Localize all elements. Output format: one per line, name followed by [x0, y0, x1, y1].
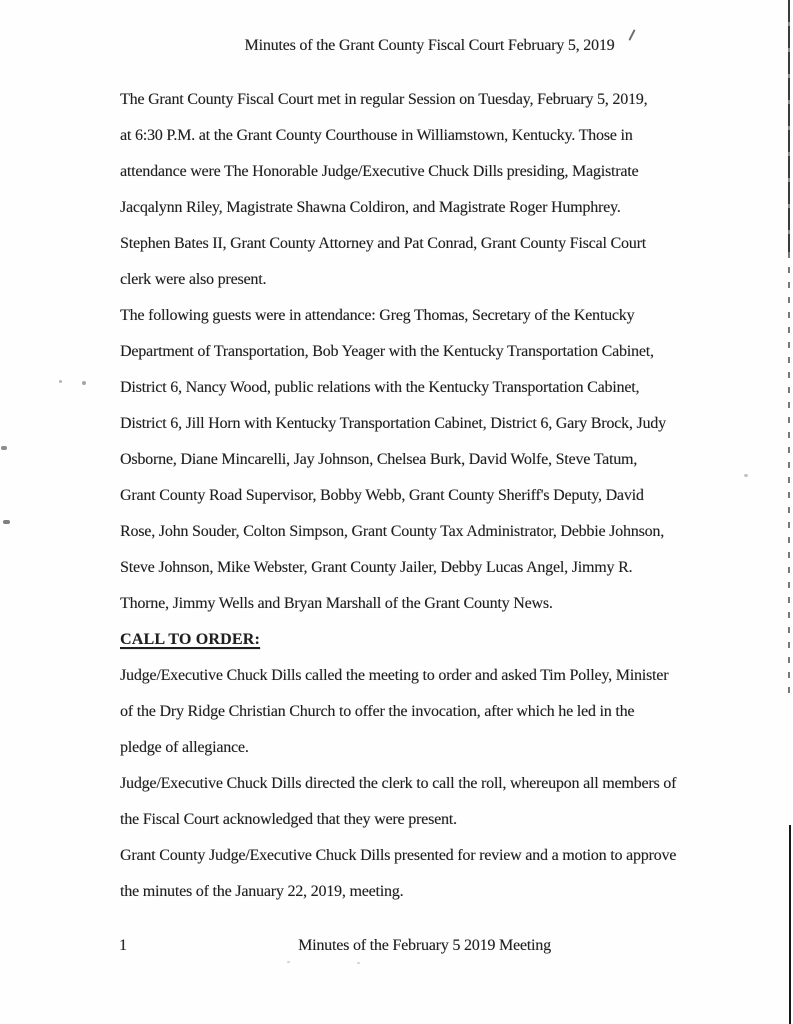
text-line: Thorne, Jimmy Wells and Bryan Marshall of the Grant County News. [120, 595, 553, 612]
scan-artifact-speck [82, 381, 86, 385]
page-number: 1 [119, 937, 127, 954]
text-line: the Fiscal Court acknowledged that they were present. [120, 811, 457, 828]
text-line: Department of Transportation, Bob Yeager with the Kentucky Transportation Cabinet, [120, 343, 654, 360]
text-line: Judge/Executive Chuck Dills directed the clerk to call the roll, whereupon all members of [120, 775, 677, 792]
document-body [120, 82, 763, 910]
text-line: of the Dry Ridge Christian Church to offer the invocation, after which he led in the [120, 703, 635, 720]
text-line: Jacqalynn Riley, Magistrate Shawna Coldiron, and Magistrate Roger Humphrey. [120, 199, 621, 216]
scan-artifact-speck [744, 474, 748, 477]
scan-artifact-right-edge [788, 0, 790, 252]
text-line: the minutes of the January 22, 2019, meeting. [120, 883, 404, 900]
scan-artifact-right-edge [788, 252, 790, 702]
text-line: Grant County Road Supervisor, Bobby Webb, Grant County Sheriff's Deputy, David [120, 487, 644, 504]
section-heading [120, 622, 763, 658]
text-line: Rose, John Souder, Colton Simpson, Grant County Tax Administrator, Debbie Johnson, [120, 523, 665, 540]
text-line: pledge of allegiance. [120, 739, 249, 756]
footer-title: Minutes of the February 5 2019 Meeting [298, 937, 551, 954]
text-line: Steve Johnson, Mike Webster, Grant County Jailer, Debby Lucas Angel, Jimmy R. [120, 559, 633, 576]
scan-artifact-speck [3, 520, 10, 524]
text-line: at 6:30 P.M. at the Grant County Courthouse in Williamstown, Kentucky. Those in [120, 127, 633, 144]
text-line: Osborne, Diane Mincarelli, Jay Johnson, Chelsea Burk, David Wolfe, Steve Tatum, [120, 451, 638, 468]
document-title: Minutes of the Grant County Fiscal Court February 5, 2019 [244, 37, 615, 54]
text-line: District 6, Nancy Wood, public relations with the Kentucky Transportation Cabinet, [120, 379, 640, 396]
section-heading-text: CALL TO ORDER: [120, 631, 261, 648]
text-line: attendance were The Honorable Judge/Executive Chuck Dills presiding, Magistrate [120, 163, 639, 180]
text-line: clerk were also present. [120, 271, 267, 288]
text-line: The Grant County Fiscal Court met in regular Session on Tuesday, February 5, 2019, [120, 91, 648, 108]
scan-artifact-right-edge [789, 825, 791, 1024]
scan-artifact-speck [357, 962, 360, 964]
scan-artifact-speck [1, 446, 7, 450]
text-line: Stephen Bates II, Grant County Attorney and Pat Conrad, Grant County Fiscal Court [120, 235, 646, 252]
text-line: Judge/Executive Chuck Dills called the meeting to order and asked Tim Polley, Minister [120, 667, 669, 684]
text-line: Grant County Judge/Executive Chuck Dills presented for review and a motion to approve [120, 847, 677, 864]
text-line: District 6, Jill Horn with Kentucky Transportation Cabinet, District 6, Gary Brock, Judy [120, 415, 666, 432]
text-line: The following guests were in attendance: Greg Thomas, Secretary of the Kentucky [120, 307, 635, 324]
scan-artifact-speck [287, 961, 290, 963]
scan-artifact-speck [59, 380, 62, 383]
